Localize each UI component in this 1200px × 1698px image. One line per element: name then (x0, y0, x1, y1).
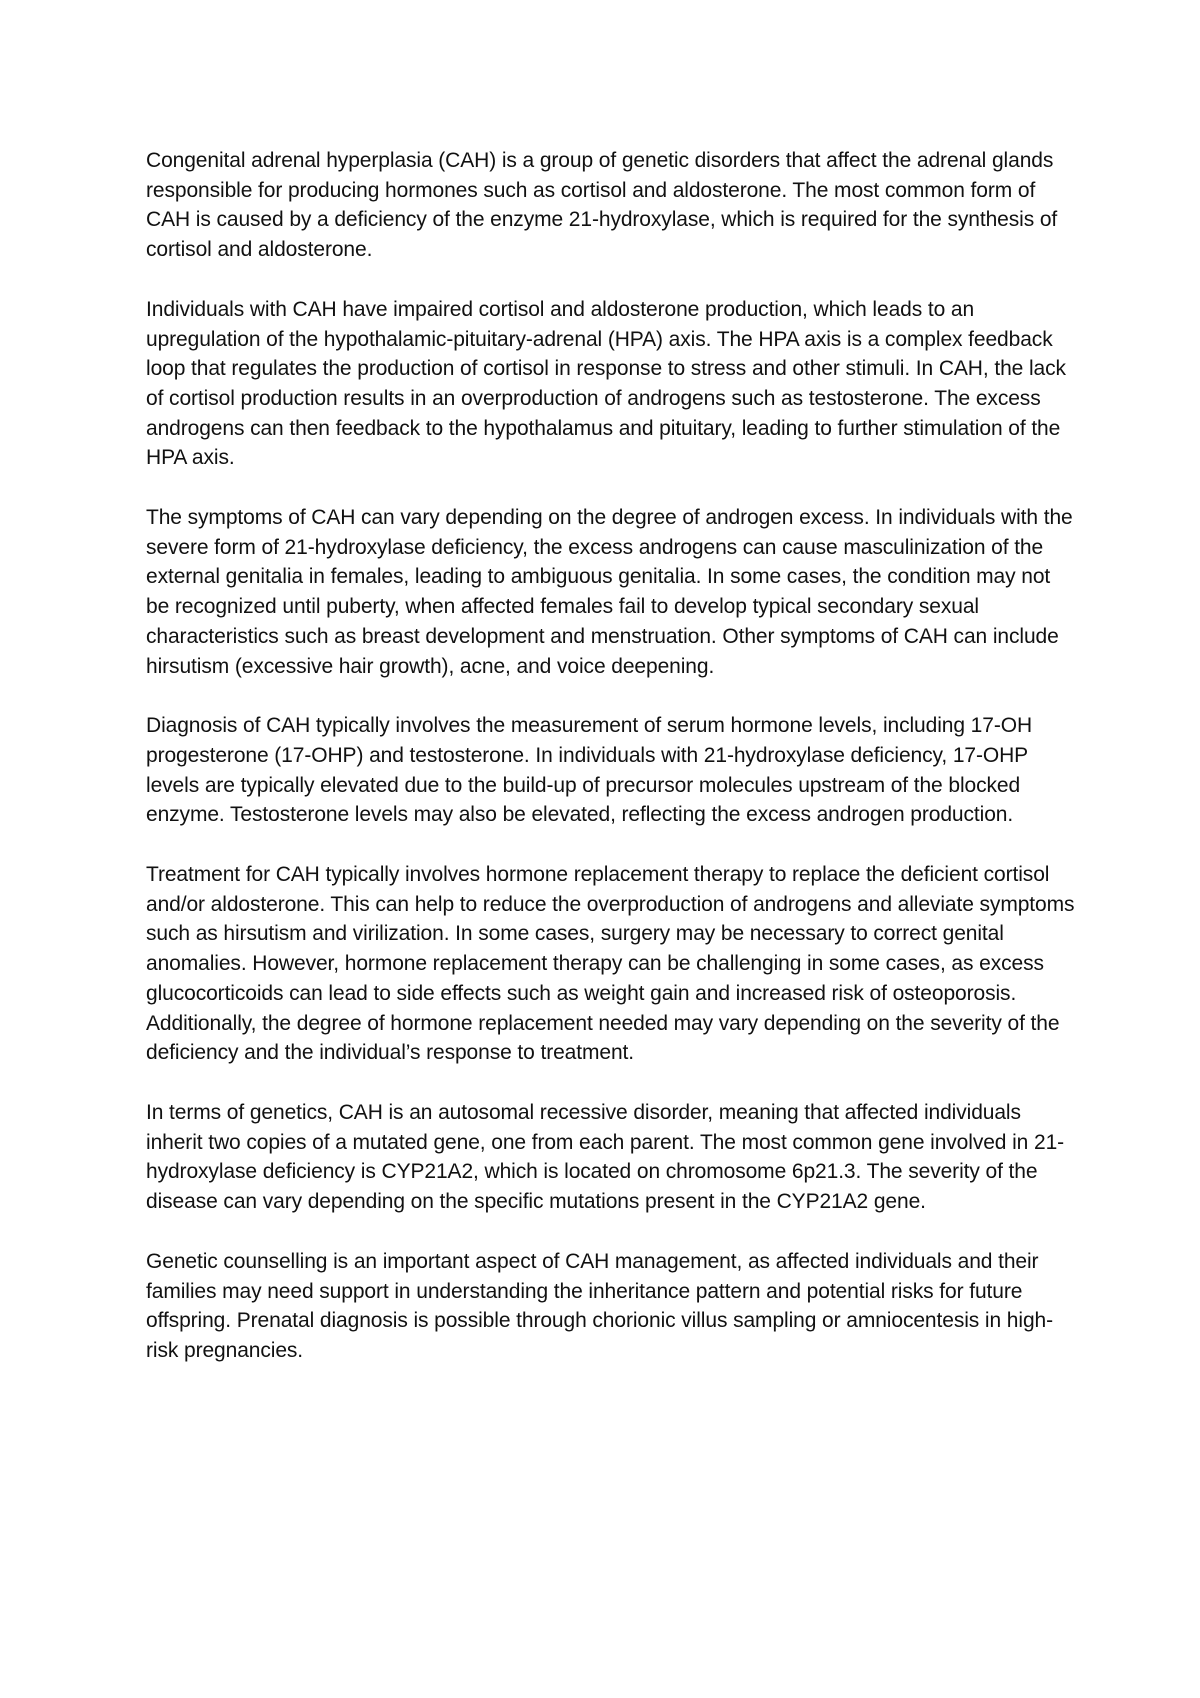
paragraph-genetic-counselling: Genetic counselling is an important aspect of CAH management, as affected individuals and their families may need support in understanding the inheritance pattern and potential risks for future offspring. Prenatal diagnosis is possible through chorionic villus sampling or amniocentesis in high-risk pregnancies. (146, 1249, 1054, 1362)
paragraph-cah-definition: Congenital adrenal hyperplasia (CAH) is a group of genetic disorders that affect the adrenal glands responsible for producing hormones such as cortisol and aldosterone. The most common form of CAH is caused by a deficiency of the enzyme 21-hydroxylase, which is required for the synthesis of cortisol and aldosterone. (146, 149, 1058, 262)
paragraph-genetics: In terms of genetics, CAH is an autosomal recessive disorder, meaning that affected individuals inherit two copies of a mutated gene, one from each parent. The most common gene involved in 21-hydroxylase deficiency is CYP21A2, which is located on chromosome 6p21.3. The severity of the disease can vary depending on the specific mutations present in the CYP21A2 gene. (146, 1100, 1065, 1214)
paragraph-hpa-axis: Individuals with CAH have impaired cortisol and aldosterone production, which leads to an upregulation of the hypothalamic-pituitary-adrenal (HPA) axis. The HPA axis is a complex feedback loop that regulates the production of cortisol in response to stress and other stimuli. In CAH, the lack of cortisol production results in an overproduction of androgens such as testosterone. The excess androgens can then feedback to the hypothalamus and pituitary, leading to further stimulation of the HPA axis. (146, 297, 1066, 470)
paragraph-diagnosis: Diagnosis of CAH typically involves the measurement of serum hormone levels, including 17-OH progesterone (17-OHP) and testosterone. In individuals with 21-hydroxylase deficiency, 17-OHP levels are typically elevated due to the build-up of precursor molecules upstream of the blocked enzyme. Testosterone levels may also be elevated, reflecting the excess androgen production. (146, 714, 1033, 827)
document-body (146, 146, 1076, 1366)
paragraph-treatment: Treatment for CAH typically involves hormone replacement therapy to replace the deficient cortisol and/or aldosterone. This can help to reduce the overproduction of androgens and alleviate symptoms such as hirsutism and virilization. In some cases, surgery may be necessary to correct genital anomalies. However, hormone replacement therapy can be challenging in some cases, as excess glucocorticoids can lead to side effects such as weight gain and increased risk of osteoporosis. Additionally, the degree of hormone replacement needed may vary depending on the severity of the deficiency and the individual’s response to treatment. (146, 863, 1075, 1065)
paragraph-symptoms: The symptoms of CAH can vary depending on the degree of androgen excess. In individuals with the severe form of 21-hydroxylase deficiency, the excess androgens can cause masculinization of the external genitalia in females, leading to ambiguous genitalia. In some cases, the condition may not be recognized until puberty, when affected females fail to develop typical secondary sexual characteristics such as breast development and menstruation. Other symptoms of CAH can include hirsutism (excessive hair growth), acne, and voice deepening. (146, 506, 1073, 678)
